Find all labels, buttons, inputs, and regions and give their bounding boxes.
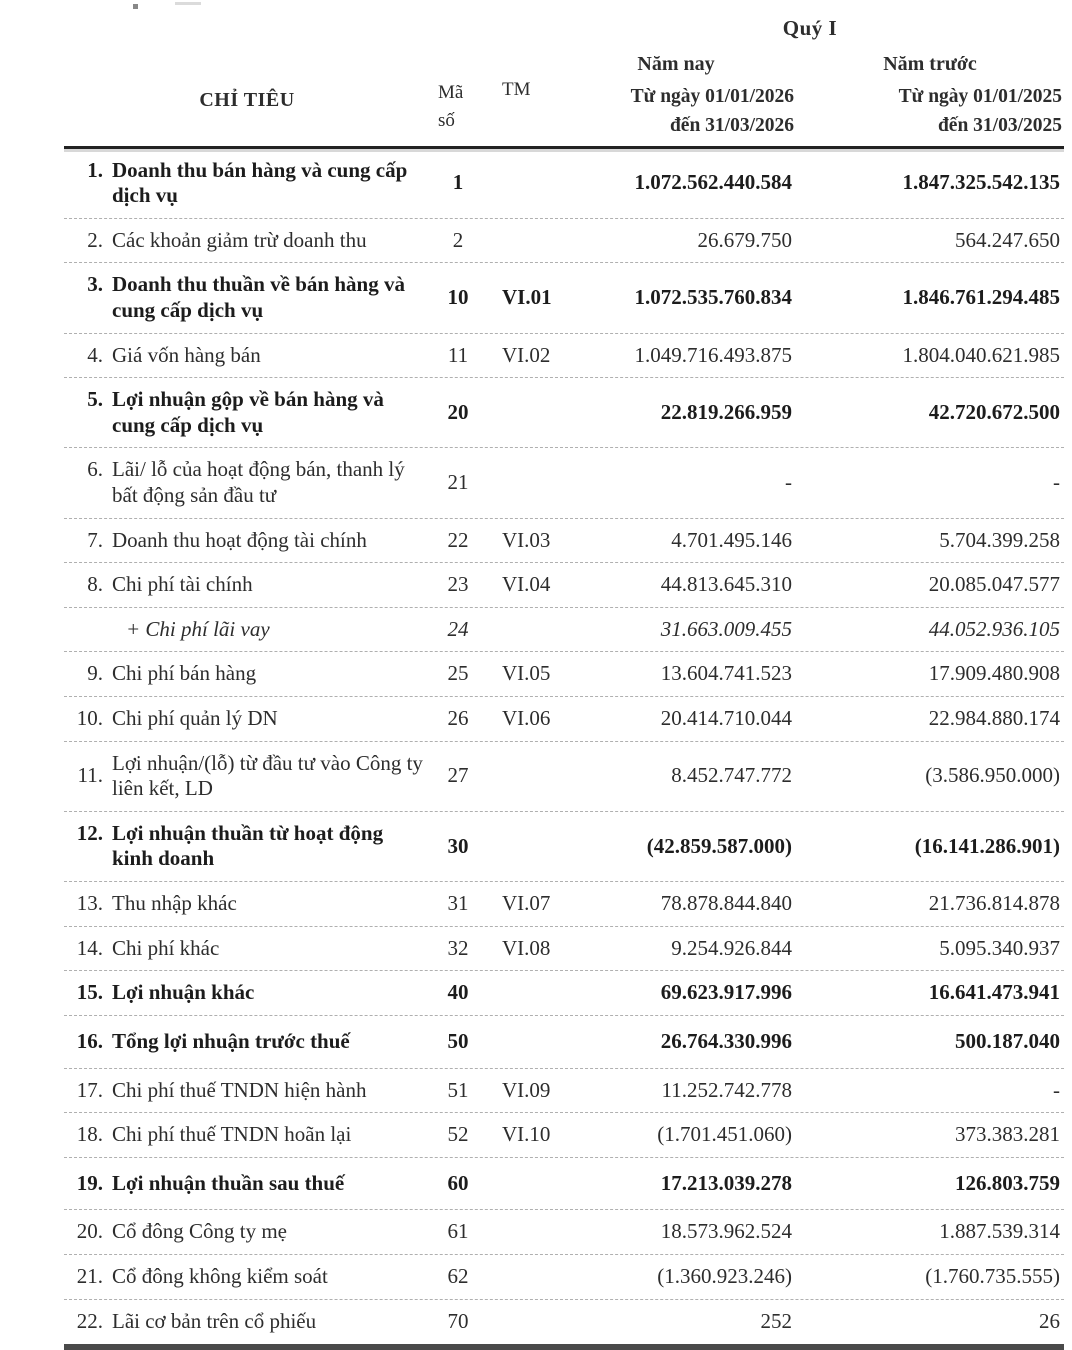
row-number: 2.: [87, 227, 103, 252]
row-label: Chi phí thuế TNDN hoãn lại: [112, 1122, 352, 1147]
row-current-value: 26.679.750: [697, 227, 792, 252]
row-current-value: (1.360.923.246): [657, 1263, 792, 1288]
row-label: Tổng lợi nhuận trước thuế: [112, 1028, 350, 1053]
row-code: 50: [447, 1028, 469, 1053]
row-prior-value: 17.909.480.908: [928, 661, 1060, 686]
row-label: Chi phí tài chính: [112, 572, 253, 597]
row-prior-value: (1.760.735.555): [925, 1263, 1060, 1288]
row-current-value: 4.701.495.146: [671, 527, 792, 552]
row-code: 60: [447, 1170, 469, 1195]
row-prior-value: 20.085.047.577: [928, 572, 1060, 597]
row-label: Chi phí khác: [112, 935, 220, 960]
col-header-nam-truoc-period-to: đến 31/03/2025: [937, 115, 1062, 137]
table-row: [64, 1255, 1064, 1300]
row-prior-value: 26: [1039, 1308, 1060, 1333]
row-prior-value: 44.052.936.105: [928, 616, 1060, 641]
row-number: 9.: [87, 661, 103, 686]
table-row: [64, 1300, 1064, 1344]
table-row: [64, 697, 1064, 742]
row-prior-value: 1.847.325.542.135: [902, 170, 1060, 195]
row-prior-value: 126.803.759: [955, 1170, 1060, 1195]
row-prior-value: -: [1053, 1077, 1060, 1102]
row-number: 18.: [76, 1122, 103, 1147]
row-current-value: 8.452.747.772: [671, 763, 792, 788]
row-code: 11: [447, 342, 469, 367]
row-prior-value: (16.141.286.901): [914, 833, 1060, 858]
row-code: 20: [447, 399, 469, 424]
row-code: 26: [447, 706, 469, 731]
table-row: [64, 519, 1064, 564]
row-code: 27: [447, 763, 469, 788]
row-prior-value: 21.736.814.878: [928, 891, 1060, 916]
scan-artifact: [133, 4, 138, 9]
row-prior-value: 16.641.473.941: [928, 980, 1060, 1005]
col-header-chi-tieu: CHỈ TIÊU: [199, 89, 295, 112]
table-row: [64, 448, 1064, 518]
table-row: [64, 334, 1064, 379]
row-code: 62: [447, 1263, 469, 1288]
row-current-value: 252: [760, 1308, 792, 1333]
row-number: 20.: [76, 1219, 103, 1244]
row-note-ref: VI.01: [502, 285, 552, 310]
row-current-value: (42.859.587.000): [646, 833, 792, 858]
row-label: Lợi nhuận/(lỗ) từ đầu tư vào Công ty liên kết, LD: [112, 750, 423, 801]
row-number: 5.: [87, 387, 103, 412]
table-row: [64, 608, 1064, 653]
row-label: Cổ đông Công ty mẹ: [112, 1219, 288, 1244]
row-label: Giá vốn hàng bán: [112, 342, 261, 367]
row-note-ref: VI.05: [502, 661, 551, 686]
row-code: 2: [452, 227, 464, 252]
table-row: [64, 1158, 1064, 1211]
row-code: 10: [447, 285, 469, 310]
table-row: [64, 378, 1064, 448]
row-current-value: 17.213.039.278: [660, 1170, 792, 1195]
row-number: 4.: [87, 342, 103, 367]
row-current-value: 1.049.716.493.875: [634, 342, 792, 367]
row-number: 17.: [76, 1077, 103, 1102]
row-note-ref: VI.06: [502, 706, 551, 731]
row-prior-value: (3.586.950.000): [925, 763, 1060, 788]
table-row: [64, 812, 1064, 882]
row-code: 31: [447, 891, 469, 916]
row-prior-value: 564.247.650: [955, 227, 1060, 252]
col-header-ma-so: [430, 53, 486, 141]
row-code: 70: [447, 1308, 469, 1333]
row-code: 23: [447, 572, 469, 597]
row-code: 32: [447, 935, 469, 960]
col-header-nam-nay-label: Năm nay: [637, 53, 715, 75]
row-number: 7.: [87, 527, 103, 552]
scan-artifact: [175, 2, 201, 5]
row-current-value: 44.813.645.310: [660, 572, 792, 597]
row-number: 1.: [87, 157, 103, 182]
row-number: 3.: [87, 272, 103, 297]
row-label: Lãi/ lỗ của hoạt động bán, thanh lý bất động sản đầu tư: [112, 457, 405, 507]
row-current-value: 9.254.926.844: [671, 935, 792, 960]
row-code: 61: [447, 1219, 469, 1244]
table-row: [64, 652, 1064, 697]
row-note-ref: VI.08: [502, 935, 551, 960]
row-current-value: 20.414.710.044: [660, 706, 792, 731]
row-label: Cổ đông không kiểm soát: [112, 1263, 328, 1288]
table-row: [64, 263, 1064, 333]
table-row: [64, 563, 1064, 608]
row-number: 12.: [76, 820, 103, 845]
row-code: 1: [452, 170, 464, 195]
row-prior-value: 1.804.040.621.985: [902, 342, 1060, 367]
table-row: [64, 219, 1064, 264]
row-number: 15.: [76, 980, 103, 1005]
row-code: 22: [447, 527, 469, 552]
row-note-ref: VI.02: [502, 342, 551, 367]
table-header: [64, 0, 1064, 141]
col-header-nam-truoc: [796, 53, 1064, 141]
row-current-value: 1.072.535.760.834: [634, 285, 792, 310]
row-prior-value: 373.383.281: [955, 1122, 1060, 1147]
table-row: [64, 1016, 1064, 1069]
row-prior-value: 42.720.672.500: [928, 399, 1060, 424]
row-prior-value: 1.846.761.294.485: [902, 285, 1060, 310]
row-number: 19.: [76, 1170, 103, 1195]
table-row: [64, 742, 1064, 812]
row-current-value: 78.878.844.840: [660, 891, 792, 916]
row-current-value: 1.072.562.440.584: [634, 170, 792, 195]
table-row: [64, 149, 1064, 219]
row-number: 21.: [76, 1263, 103, 1288]
row-label: Các khoản giảm trừ doanh thu: [112, 227, 367, 252]
row-current-value: (1.701.451.060): [657, 1122, 792, 1147]
row-note-ref: VI.10: [502, 1122, 551, 1147]
row-label: Lợi nhuận khác: [112, 980, 255, 1005]
table-row: [64, 1069, 1064, 1114]
row-label: Doanh thu thuần về bán hàng và cung cấp dịch vụ: [112, 272, 405, 322]
row-number: 10.: [76, 706, 103, 731]
row-code: 30: [447, 833, 469, 858]
table-body: [64, 149, 1064, 1350]
row-code: 40: [447, 980, 469, 1005]
row-number: 16.: [76, 1028, 103, 1053]
col-header-nam-nay-period-to: đến 31/03/2026: [669, 115, 794, 137]
row-code: 52: [447, 1122, 469, 1147]
row-prior-value: 500.187.040: [955, 1028, 1060, 1053]
row-prior-value: 1.887.539.314: [939, 1219, 1060, 1244]
row-label: Chi phí quản lý DN: [112, 706, 278, 731]
row-prior-value: 5.704.399.258: [939, 527, 1060, 552]
row-current-value: 18.573.962.524: [660, 1219, 792, 1244]
row-label: Thu nhập khác: [112, 891, 237, 916]
col-header-nam-nay-period-from: Từ ngày 01/01/2026: [630, 86, 794, 107]
table-row: [64, 882, 1064, 927]
row-current-value: -: [785, 470, 792, 495]
col-header-ma-so-line1: Mã: [438, 82, 464, 103]
row-current-value: 13.604.741.523: [660, 661, 792, 686]
row-label: Lợi nhuận thuần sau thuế: [112, 1170, 345, 1195]
row-prior-value: -: [1053, 470, 1060, 495]
quarter-title: Quý I: [782, 16, 838, 40]
row-code: 21: [447, 470, 469, 495]
row-code: 24: [447, 616, 469, 641]
row-prior-value: 22.984.880.174: [928, 706, 1060, 731]
row-label: Lãi cơ bản trên cổ phiếu: [112, 1308, 317, 1333]
table-row: [64, 971, 1064, 1016]
col-header-nam-truoc-label: Năm trước: [883, 53, 977, 75]
col-header-nam-nay: [556, 53, 796, 141]
row-number: 22.: [76, 1308, 103, 1333]
row-label: Lợi nhuận thuần từ hoạt động kinh doanh: [112, 820, 384, 871]
row-current-value: 11.252.742.778: [661, 1077, 792, 1102]
row-number: 11.: [77, 763, 103, 788]
row-number: 8.: [87, 572, 103, 597]
row-note-ref: VI.03: [502, 527, 551, 552]
row-code: 25: [447, 661, 469, 686]
row-label: Chi phí bán hàng: [112, 661, 257, 686]
row-label: + Chi phí lãi vay: [126, 616, 270, 641]
row-label: Doanh thu hoạt động tài chính: [112, 527, 367, 552]
col-header-tm: TM: [502, 79, 531, 100]
row-label: Lợi nhuận gộp về bán hàng và cung cấp dịch vụ: [112, 387, 384, 437]
table-row: [64, 1113, 1064, 1158]
row-number: 13.: [76, 891, 103, 916]
row-label: Chi phí thuế TNDN hiện hành: [112, 1077, 367, 1102]
row-current-value: 69.623.917.996: [660, 980, 792, 1005]
row-note-ref: VI.09: [502, 1077, 551, 1102]
row-current-value: 22.819.266.959: [660, 399, 792, 424]
row-current-value: 26.764.330.996: [660, 1028, 792, 1053]
table-row: [64, 1210, 1064, 1255]
row-note-ref: VI.04: [502, 572, 551, 597]
table-row: [64, 927, 1064, 972]
row-number: 14.: [76, 935, 103, 960]
row-label: Doanh thu bán hàng và cung cấp dịch vụ: [112, 157, 408, 208]
col-header-nam-truoc-period-from: Từ ngày 01/01/2025: [898, 86, 1062, 107]
row-note-ref: VI.07: [502, 891, 551, 916]
col-header-ma-so-line2: số: [438, 109, 455, 131]
row-current-value: 31.663.009.455: [660, 616, 792, 641]
row-code: 51: [447, 1077, 469, 1102]
row-number: 6.: [87, 457, 103, 482]
row-prior-value: 5.095.340.937: [939, 935, 1060, 960]
